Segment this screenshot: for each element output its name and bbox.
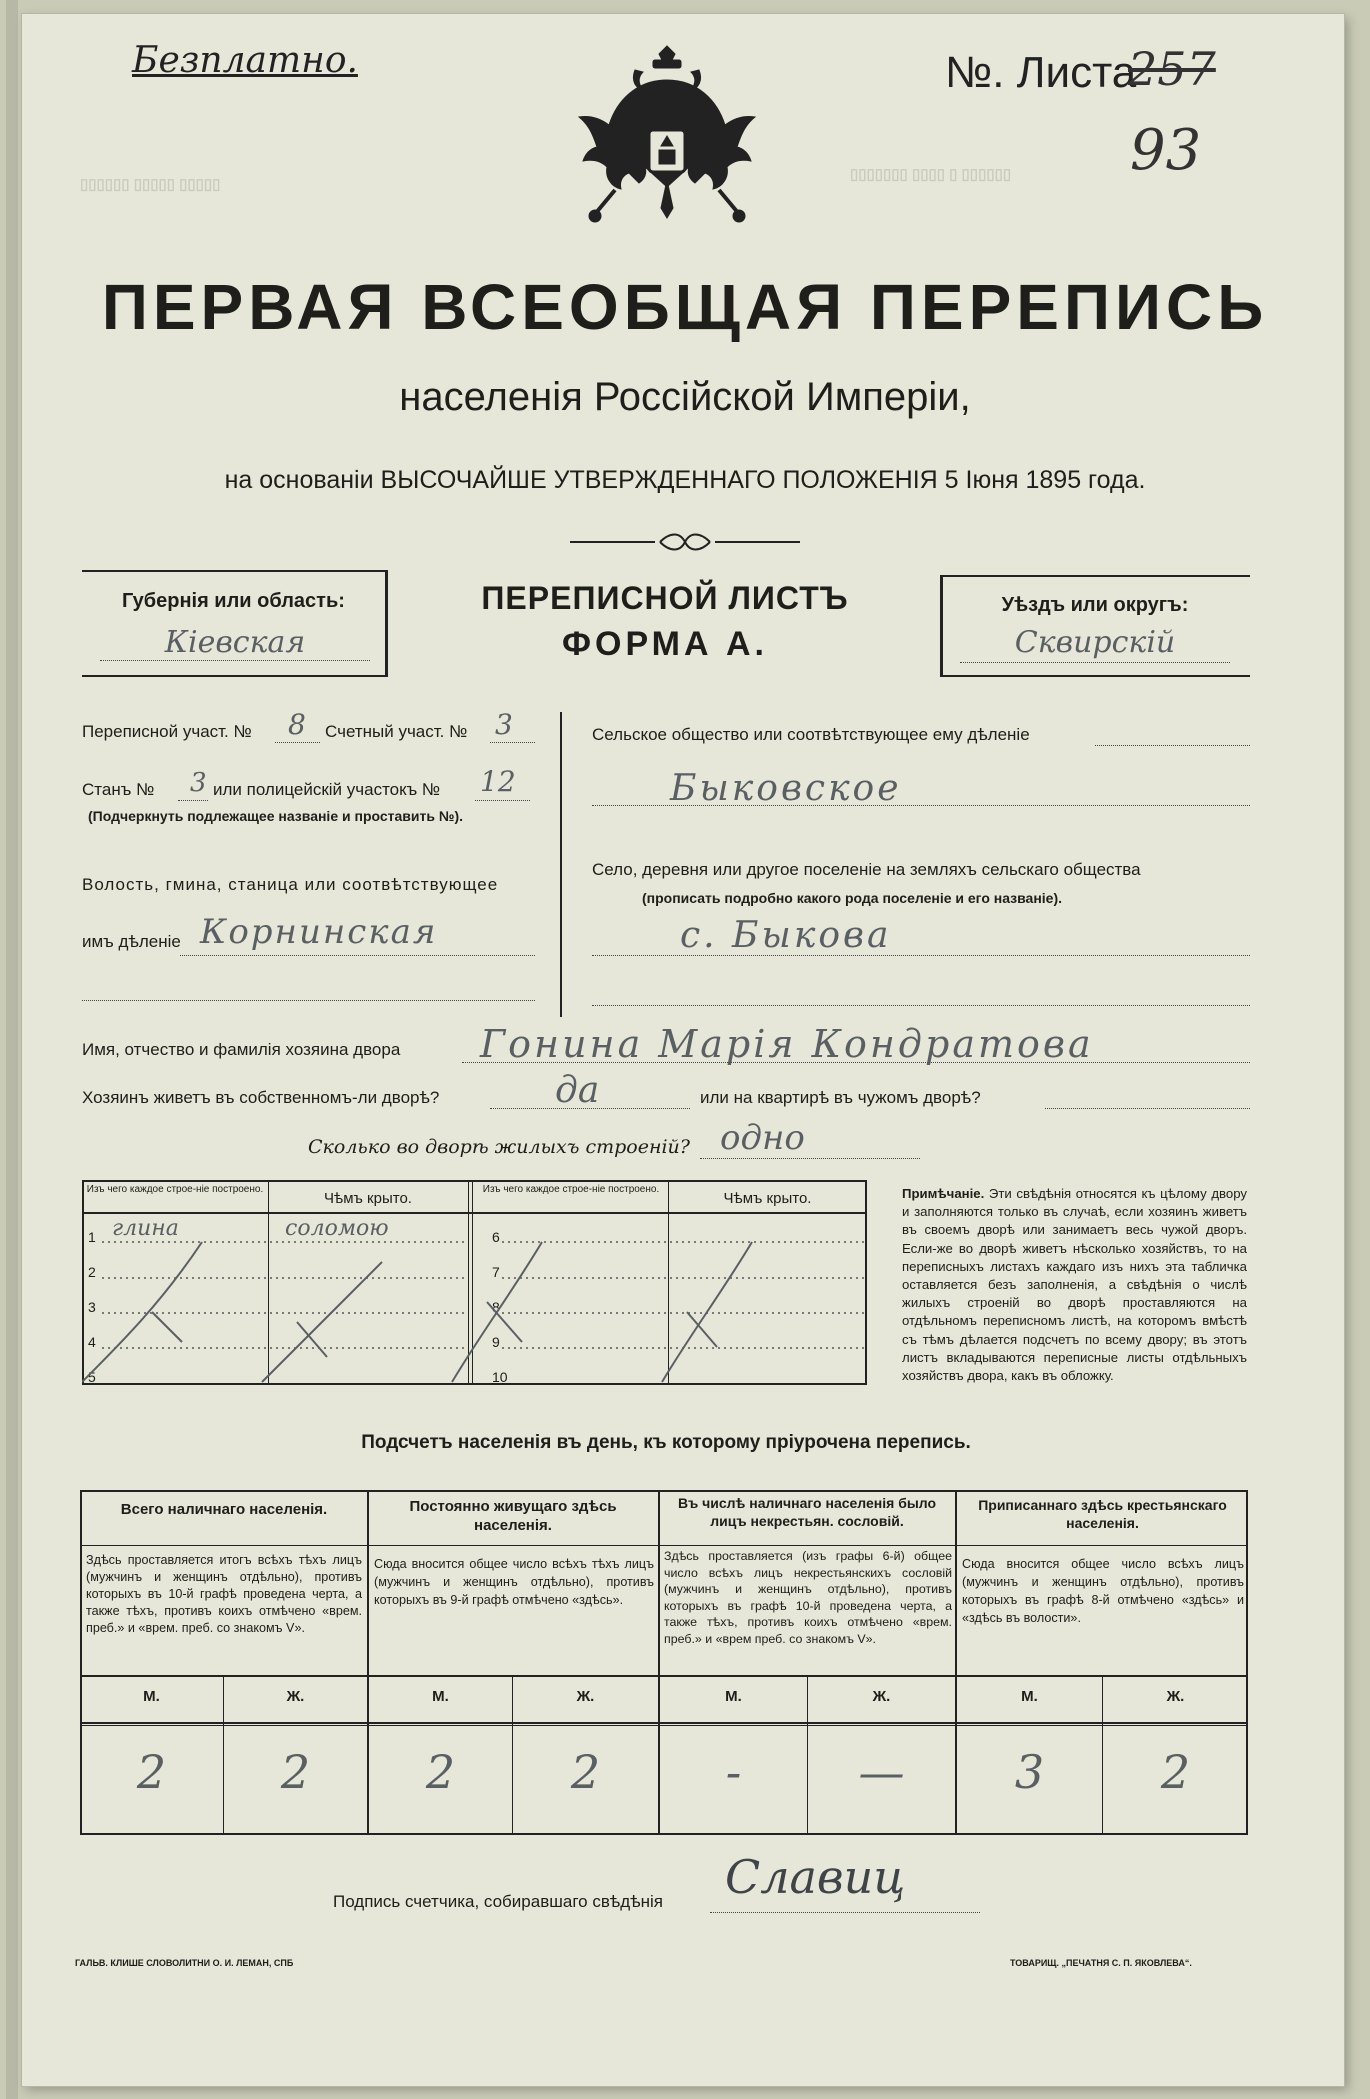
- roof-header-right: Чѣмъ крыто.: [723, 1190, 812, 1207]
- volost-line: [180, 955, 535, 956]
- volost-label-1: Волость, гмина, станица или соотвѣтствующее: [82, 875, 499, 894]
- owner-name-label: Имя, отчество и фамилія хозяина двора: [82, 1040, 401, 1059]
- count-registered-f: 2: [1160, 1745, 1191, 1799]
- count-permanent-f: 2: [570, 1745, 601, 1799]
- count-col4-desc: Сюда вносится общее число всѣхъ лицъ (мужчинъ и женщинъ отдѣльно), противъ которыхъ въ графѣ 8-й отмѣчено «здѣсь» и «здѣсь въ волости».: [962, 1557, 1244, 1625]
- lives-own-label: Хозяинъ живетъ въ собственномъ-ли дворѣ?: [82, 1088, 440, 1107]
- sheet-number-value: 93: [1130, 118, 1202, 183]
- count-col1-header: Всего наличнаго населенія.: [120, 1501, 328, 1518]
- province-value: Кіевская: [164, 625, 306, 660]
- society-value: Быковское: [670, 768, 902, 809]
- volost-label-2: имъ дѣленіе: [82, 932, 181, 951]
- subtitle: населенія Россійской Имперіи,: [399, 375, 971, 419]
- count-col2-desc: Сюда вносится общее число всѣхъ тѣхъ лицъ (мужчинъ и женщинъ отдѣльно), противъ которыхъ въ 9-й графѣ отмѣчено «здѣсь».: [374, 1557, 654, 1607]
- f-label: Ж.: [872, 1688, 891, 1705]
- bleed-through: ▯▯▯▯▯▯▯ ▯▯▯▯ ▯ ▯▯▯▯▯▯: [850, 166, 1012, 183]
- material-header-right: Изъ чего каждое строе-ніе построено.: [482, 1184, 660, 1195]
- count-section-line: [490, 742, 535, 743]
- row-number: 9: [492, 1334, 500, 1350]
- count-nonpeasant-f: —: [858, 1745, 905, 1799]
- stan-label: Станъ №: [82, 780, 155, 799]
- free-label: Безплатно.: [132, 40, 358, 81]
- count-col3-desc: Здѣсь проставляется (изъ графы 6-й) общее число всѣхъ лицъ некрестьянскихъ сословій (мужчинъ и женщинъ отдѣльно), противъ которыхъ въ графѣ 10-й проведена черта, а также тѣхъ, противъ коихъ отмѣчено «врем. преб.» и «врем преб. со знакомъ V».: [664, 1549, 952, 1646]
- row-number: 5: [88, 1369, 96, 1385]
- form-title: ПЕРЕПИСНОЙ ЛИСТЪ: [481, 580, 849, 616]
- count-col2-header: Постоянно живущаго здѣсь населенія.: [409, 1498, 617, 1534]
- stan-note: (Подчеркнуть подлежащее названіе и проставить №).: [88, 808, 464, 824]
- police-line: [475, 800, 530, 801]
- volost-line-2: [82, 1000, 535, 1001]
- row-number: 6: [492, 1229, 500, 1245]
- province-label: Губернія или область:: [122, 590, 345, 612]
- row-number: 2: [88, 1264, 96, 1280]
- village-note: (прописать подробно какого рода поселеніе и его названіе).: [642, 890, 1063, 906]
- district-line: [960, 662, 1230, 663]
- row1-roof: соломою: [285, 1216, 389, 1241]
- printer-right: ТОВАРИЩ. „ПЕЧАТНЯ С. П. ЯКОВЛЕВА“.: [1010, 1958, 1192, 1968]
- fields-divider: [560, 712, 562, 1017]
- legal-basis: на основаніи ВЫСОЧАЙШЕ УТВЕРЖДЕННАГО ПОЛОЖЕНІЯ 5 Іюня 1895 года.: [224, 466, 1146, 494]
- row1-material: глина: [112, 1216, 179, 1241]
- count-nonpeasant-m: -: [725, 1745, 742, 1799]
- frame-rule: [940, 675, 1250, 677]
- frame-rule: [940, 575, 1250, 577]
- frame-rule: [82, 570, 387, 572]
- census-section-line: [275, 742, 320, 743]
- census-section-label: Переписной участ. №: [82, 722, 252, 741]
- m-label: М.: [1021, 1688, 1038, 1705]
- district-value: Сквирскій: [1014, 625, 1176, 660]
- ornament-divider: [570, 532, 800, 552]
- signature-value: Славиц: [725, 1850, 906, 1904]
- f-label: Ж.: [286, 1688, 305, 1705]
- rent-line: [1045, 1108, 1250, 1109]
- note-title: Примѣчаніе.: [902, 1186, 985, 1201]
- row-number: 10: [492, 1369, 508, 1385]
- bleed-through: ▯▯▯▯▯▯ ▯▯▯▯▯ ▯▯▯▯▯: [80, 176, 221, 193]
- stan-line: [178, 800, 208, 801]
- table-dotted-lines: [82, 1212, 867, 1384]
- buildings-note: [902, 1185, 1247, 1385]
- table-rule: [80, 1675, 1248, 1677]
- rent-label: или на квартирѣ въ чужомъ дворѣ?: [700, 1088, 981, 1107]
- sheet-number-crossed: 257: [1128, 42, 1216, 96]
- count-section-value: 3: [495, 708, 513, 741]
- form-type: ФОРМА А.: [561, 625, 769, 663]
- row-number: 8: [492, 1299, 500, 1315]
- m-label: М.: [725, 1688, 742, 1705]
- police-label: или полицейскій участокъ №: [213, 780, 441, 799]
- row-number: 7: [492, 1264, 500, 1280]
- village-value: с. Быкова: [680, 915, 892, 956]
- frame-rule: [82, 675, 387, 677]
- society-line-2: [592, 805, 1250, 806]
- row-number: 1: [88, 1229, 96, 1245]
- owner-name-line: [462, 1062, 1250, 1063]
- village-line-1: [592, 955, 1250, 956]
- count-total-m: 2: [136, 1745, 167, 1799]
- count-permanent-m: 2: [425, 1745, 456, 1799]
- material-header-left: Изъ чего каждое строе-ніе построено.: [86, 1184, 264, 1195]
- imperial-eagle-emblem: [575, 40, 760, 225]
- frame-rule: [940, 575, 943, 677]
- count-col4-header: Приписаннаго здѣсь крестьянскаго населенія.: [978, 1497, 1227, 1531]
- province-line: [100, 660, 370, 661]
- printer-left: ГАЛЬВ. КЛИШЕ СЛОВОЛИТНИ О. И. ЛЕМАН, СПБ: [75, 1958, 294, 1968]
- roof-header-left: Чѣмъ крыто.: [324, 1190, 412, 1207]
- row-number: 4: [88, 1334, 96, 1350]
- society-label: Сельское общество или соотвѣтствующее ему дѣленіе: [592, 725, 1030, 744]
- village-label: Село, деревня или другое поселеніе на земляхъ сельскаго общества: [592, 860, 1141, 879]
- lives-own-line: [490, 1108, 690, 1109]
- table-rule: [660, 1545, 955, 1546]
- signature-line: [710, 1912, 980, 1913]
- main-title: ПЕРВАЯ ВСЕОБЩАЯ ПЕРЕПИСЬ: [101, 271, 1269, 343]
- owner-name-value: Гонина Марія Кондратова: [480, 1022, 1094, 1066]
- row-number: 3: [88, 1299, 96, 1315]
- lives-own-value: да: [555, 1070, 600, 1111]
- buildings-value: одно: [720, 1118, 805, 1158]
- note-text: Эти свѣдѣнія относятся къ цѣлому двору и заполняются только въ случаѣ, если хозяинъ живетъ въ своемъ дворѣ или занимаетъ весь чужой дворъ. Если-же во дворѣ живетъ нѣсколько хозяйствъ, то на переписныхъ листахъ каждаго изъ нихъ эта табличка оставляется безъ заполненія, а свѣдѣнія о числѣ жилыхъ строеній во дворѣ проставляются на отдѣльномъ переписномъ листѣ, на которомъ вмѣстѣ съ тѣмъ дѣлается подсчетъ по всему двору; въ этотъ листъ вкладываются переписные листы отдѣльныхъ хозяйствъ двора, какъ въ обложку.: [902, 1186, 1247, 1384]
- census-section-value: 8: [288, 708, 306, 741]
- f-label: Ж.: [1166, 1688, 1185, 1705]
- count-table-title: Подсчетъ населенія въ день, къ которому пріурочена перепись.: [361, 1432, 971, 1453]
- pencil-cross-marks: [82, 1242, 752, 1382]
- police-value: 12: [480, 765, 516, 798]
- buildings-line: [700, 1158, 920, 1159]
- stan-value: 3: [190, 768, 207, 798]
- m-label: М.: [432, 1688, 449, 1705]
- district-label: Уѣздъ или округъ:: [1001, 594, 1189, 616]
- count-total-f: 2: [280, 1745, 311, 1799]
- sheet-number-label: №. Листа: [945, 48, 1137, 97]
- frame-rule: [385, 570, 388, 677]
- volost-value: Корнинская: [200, 912, 438, 952]
- count-registered-m: 3: [1014, 1745, 1045, 1799]
- table-rule: [80, 1722, 1248, 1724]
- count-section-label: Счетный участ. №: [325, 722, 468, 741]
- buildings-label: Сколько во дворѣ жилыхъ строеній?: [308, 1136, 690, 1158]
- page-binding-edge: [6, 0, 18, 2099]
- signature-label: Подпись счетчика, собиравшаго свѣдѣнія: [333, 1892, 663, 1911]
- count-col1-desc: Здѣсь проставляется итогъ всѣхъ тѣхъ лицъ (мужчинъ и женщинъ отдѣльно), противъ которыхъ въ 10-й графѣ проведена черта, а также тѣхъ, противъ коихъ отмѣчено «врем. преб.» и «врем. преб. со знакомъ V».: [86, 1553, 362, 1635]
- society-line-1: [1095, 745, 1250, 746]
- table-rule: [80, 1545, 367, 1546]
- table-rule: [369, 1545, 658, 1546]
- table-rule: [80, 1725, 1248, 1726]
- m-label: М.: [143, 1688, 160, 1705]
- f-label: Ж.: [576, 1688, 595, 1705]
- table-rule: [957, 1545, 1248, 1546]
- count-col3-header: Въ числѣ наличнаго населенія было лицъ некрестьян. сословій.: [677, 1495, 937, 1529]
- village-line-2: [592, 1005, 1250, 1006]
